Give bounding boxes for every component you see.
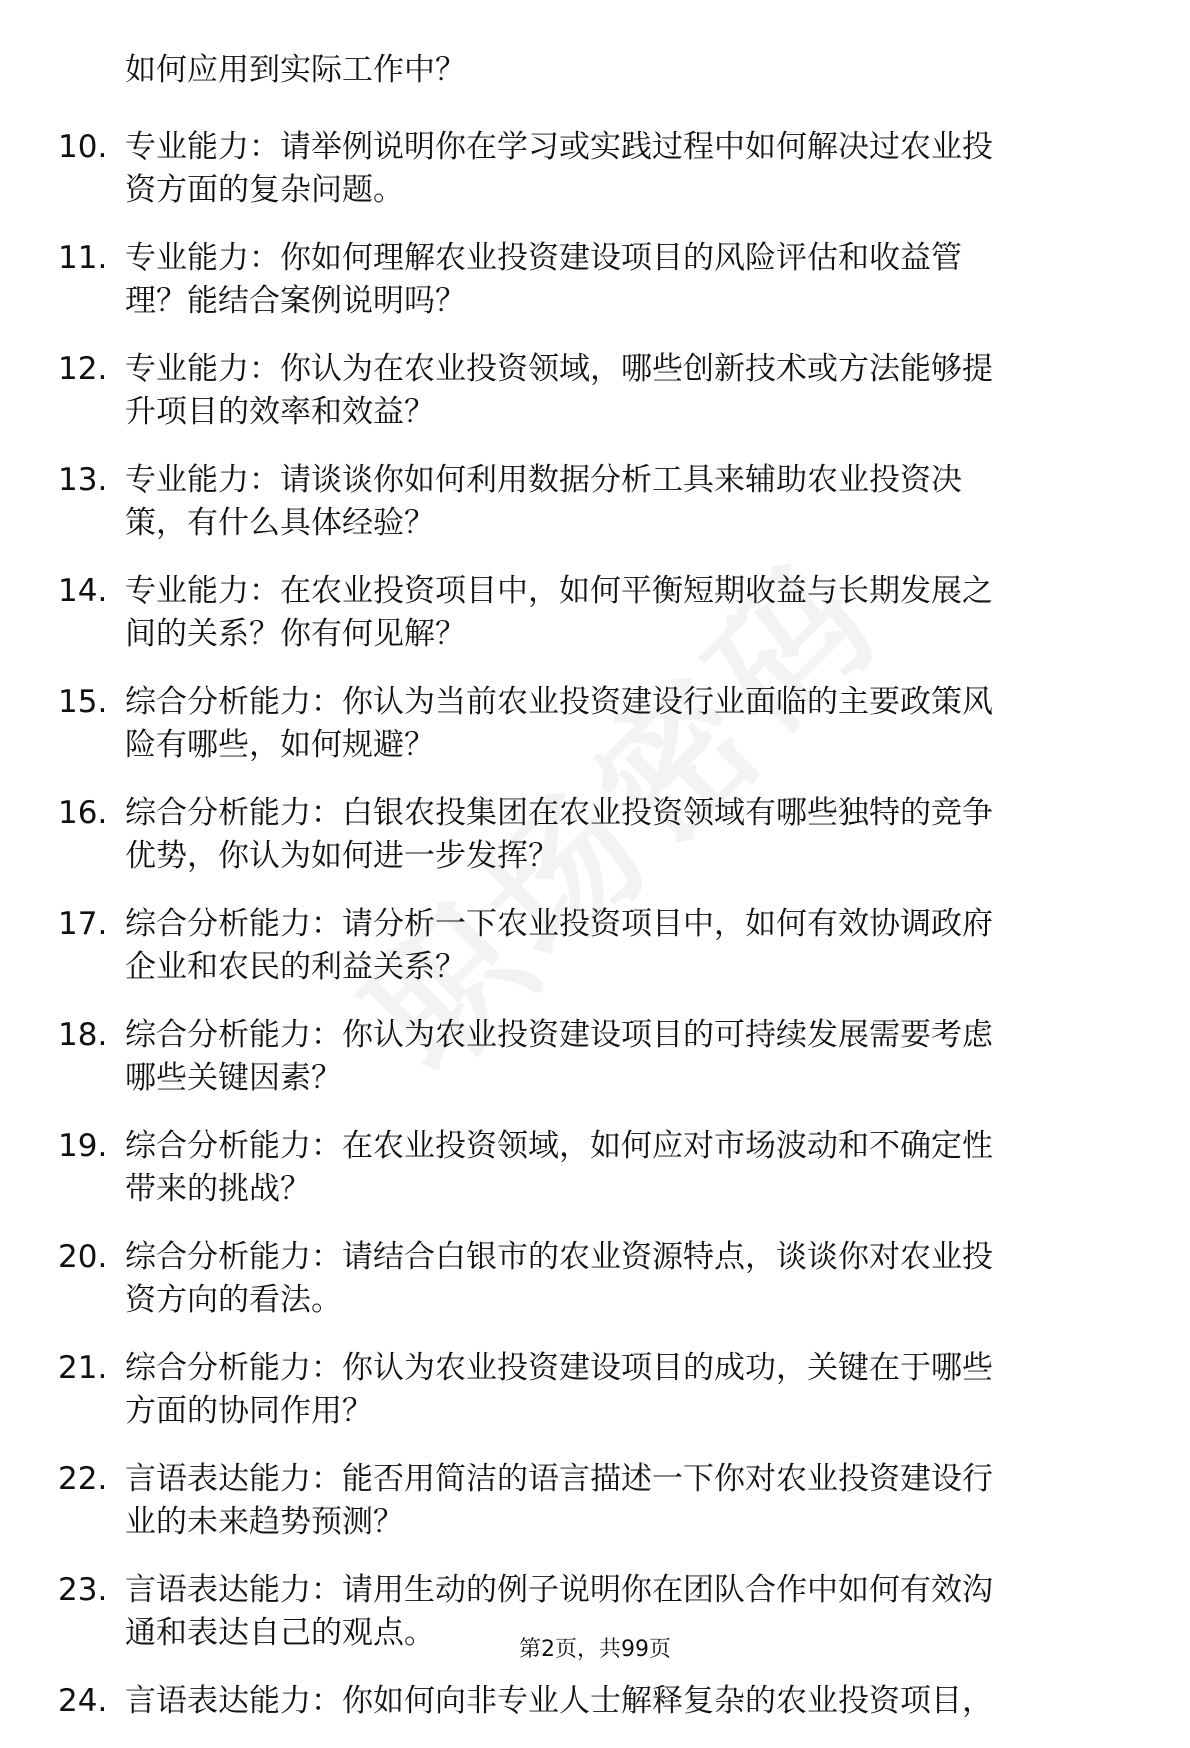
question-number: 16. (58, 795, 108, 831)
continuation-line: 如何应用到实际工作中？ (125, 52, 466, 88)
question-text-line: 综合分析能力：请分析一下农业投资项目中，如何有效协调政府 (125, 906, 993, 942)
question-text-line: 综合分析能力：你认为当前农业投资建设行业面临的主要政策风 (125, 684, 993, 720)
question-text-line: 方面的协同作用？ (125, 1393, 373, 1429)
question-item (58, 348, 1118, 434)
question-item (58, 570, 1118, 656)
question-number: 13. (58, 462, 108, 498)
question-text-line: 专业能力：请举例说明你在学习或实践过程中如何解决过农业投 (125, 129, 993, 165)
question-text-line: 综合分析能力：在农业投资领域，如何应对市场波动和不确定性 (125, 1128, 993, 1164)
question-item (58, 459, 1118, 545)
question-text-line: 带来的挑战？ (125, 1171, 311, 1207)
question-text (125, 237, 1110, 323)
question-number: 10. (58, 129, 108, 165)
question-text-line: 言语表达能力：你如何向非专业人士解释复杂的农业投资项目， (125, 1683, 993, 1719)
question-item (58, 237, 1118, 323)
question-text-line: 理？能结合案例说明吗？ (125, 283, 466, 319)
question-text-line: 升项目的效率和效益？ (125, 394, 435, 430)
question-item (58, 1125, 1118, 1211)
question-text (125, 570, 1110, 656)
question-text (125, 1236, 1110, 1322)
question-text-line: 综合分析能力：你认为农业投资建设项目的可持续发展需要考虑 (125, 1017, 993, 1053)
question-number: 15. (58, 684, 108, 720)
question-text-line: 专业能力：你认为在农业投资领域，哪些创新技术或方法能够提 (125, 351, 993, 387)
question-text-line: 专业能力：请谈谈你如何利用数据分析工具来辅助农业投资决 (125, 462, 962, 498)
question-number: 24. (58, 1683, 108, 1719)
question-text (125, 348, 1110, 434)
question-text-line: 间的关系？你有何见解？ (125, 616, 466, 652)
question-text-line: 专业能力：你如何理解农业投资建设项目的风险评估和收益管 (125, 240, 962, 276)
question-text-line: 策，有什么具体经验？ (125, 505, 435, 541)
question-number: 11. (58, 240, 108, 276)
question-text (125, 792, 1110, 878)
question-number: 21. (58, 1350, 108, 1386)
question-text (125, 1680, 1110, 1723)
question-text-line: 专业能力：在农业投资项目中，如何平衡短期收益与长期发展之 (125, 573, 993, 609)
question-number: 22. (58, 1461, 108, 1497)
question-item (58, 903, 1118, 989)
question-text-line: 优势，你认为如何进一步发挥？ (125, 838, 559, 874)
page-footer: 第2页，共99页 (519, 1637, 671, 1662)
question-item (58, 792, 1118, 878)
question-item (58, 1680, 1118, 1723)
question-text-line: 言语表达能力：能否用简洁的语言描述一下你对农业投资建设行 (125, 1461, 993, 1497)
question-text-line: 综合分析能力：请结合白银市的农业资源特点，谈谈你对农业投 (125, 1239, 993, 1275)
question-text-line: 综合分析能力：白银农投集团在农业投资领域有哪些独特的竞争 (125, 795, 993, 831)
question-text (125, 1125, 1110, 1211)
question-text-line: 资方向的看法。 (125, 1282, 342, 1318)
question-item (58, 681, 1118, 767)
question-number: 18. (58, 1017, 108, 1053)
question-list (58, 48, 1118, 1748)
question-text (125, 681, 1110, 767)
question-text (125, 126, 1110, 212)
question-number: 14. (58, 573, 108, 609)
question-text-line: 综合分析能力：你认为农业投资建设项目的成功，关键在于哪些 (125, 1350, 993, 1386)
question-text-line: 企业和农民的利益关系？ (125, 949, 466, 985)
question-text (125, 1014, 1110, 1100)
question-number: 23. (58, 1572, 108, 1608)
question-number: 17. (58, 906, 108, 942)
question-item (58, 1014, 1118, 1100)
question-item (58, 1347, 1118, 1433)
question-text (125, 1347, 1110, 1433)
question-number: 20. (58, 1239, 108, 1275)
question-text-line: 哪些关键因素？ (125, 1060, 342, 1096)
question-item (58, 1236, 1118, 1322)
question-text-line: 资方面的复杂问题。 (125, 172, 404, 208)
question-item (58, 126, 1118, 212)
question-text (125, 1458, 1110, 1544)
question-text-line: 险有哪些，如何规避？ (125, 727, 435, 763)
question-number: 19. (58, 1128, 108, 1164)
question-items (58, 126, 1118, 1723)
question-text-line: 通和表达自己的观点。 (125, 1615, 435, 1651)
question-text-line: 言语表达能力：请用生动的例子说明你在团队合作中如何有效沟 (125, 1572, 993, 1608)
question-text-line: 业的未来趋势预测？ (125, 1504, 404, 1540)
question-text (125, 459, 1110, 545)
question-number: 12. (58, 351, 108, 387)
question-text (125, 903, 1110, 989)
question-item (58, 1458, 1118, 1544)
